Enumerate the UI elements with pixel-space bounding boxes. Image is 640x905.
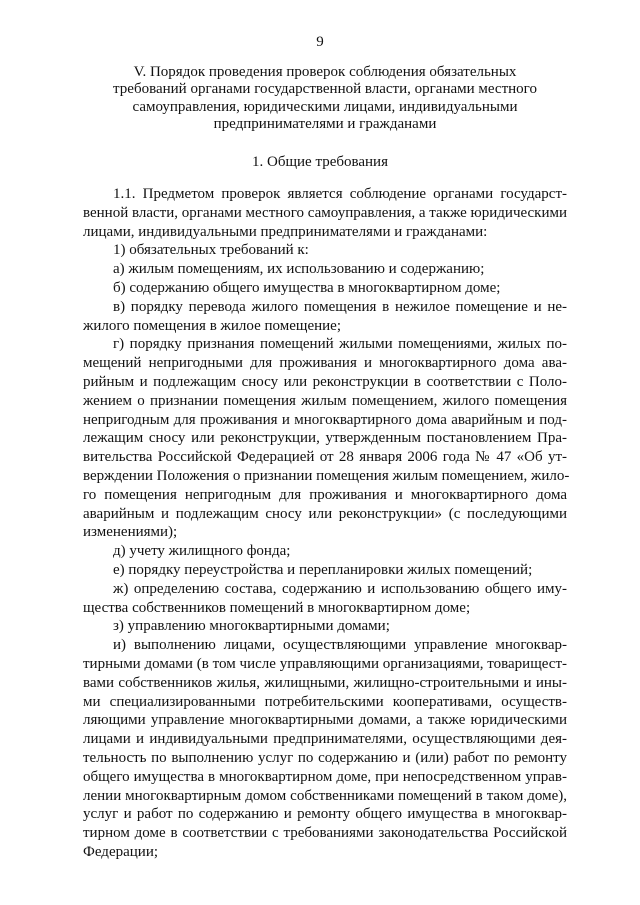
body-text [83, 185, 570, 862]
section-title-line: предпринимателями и гражданами [213, 116, 437, 133]
body-line: в) порядку перевода жилого помещения в нежилое помещение и не- [113, 298, 567, 315]
body-line: го помещения непригодным для проживания и многоквартирного дома [83, 486, 567, 503]
body-line: Федерации; [83, 843, 159, 860]
body-line: лении многоквартирным домом собственниками помещений в таком доме), [83, 787, 567, 804]
body-line: верждении Положения о признании помещения жилым помещением, жило- [83, 467, 570, 484]
page-number: 9 [316, 34, 324, 50]
body-line: тельность по выполнению услуг по содержанию и (или) работ по ремонту [83, 749, 567, 766]
body-line: лежащим сносу или реконструкции, утвержденным постановлением Пра- [83, 430, 567, 447]
section-title-line: требований органами государственной власти, органами местного [113, 81, 537, 98]
body-line: тирном доме в соответствии с требованиями законодательства Российской [83, 825, 567, 842]
body-line: рийным и подлежащим сносу или реконструкции в соответствии с Поло- [83, 373, 567, 390]
body-line: изменениями); [83, 524, 178, 541]
body-line: ж) определению состава, содержанию и использованию общего иму- [113, 580, 567, 597]
body-line: б) содержанию общего имущества в многоквартирном доме; [113, 279, 501, 296]
body-line: общего имущества в многоквартирном доме, при непосредственном управ- [83, 768, 567, 785]
body-line: з) управлению многоквартирными домами; [113, 618, 390, 635]
body-line: непригодным для проживания и многоквартирного дома аварийным и под- [83, 411, 567, 428]
body-line: вами собственников жилья, жилищными, жилищно-строительными и ины- [83, 674, 567, 691]
body-line: аварийным и подлежащим сносу или реконструкции» (с последующими [83, 505, 567, 522]
section-title [80, 64, 570, 134]
body-line: лицами, индивидуальными предпринимателями и гражданами: [83, 223, 488, 240]
body-line: лицами и индивидуальными предпринимателями, осуществляющими дея- [83, 731, 567, 748]
body-line: жением о признании помещения жилым помещением, жилого помещения [83, 392, 567, 409]
body-line: ляющими управление многоквартирными домами, а также юридическими [83, 712, 567, 729]
section-title-line: самоуправления, юридическими лицами, индивидуальными [132, 98, 518, 115]
body-line: д) учету жилищного фонда; [113, 543, 291, 560]
body-line: венной власти, органами местного самоуправления, а также юридическими [83, 204, 568, 221]
body-line: г) порядку признания помещений жилыми помещениями, жилых по- [113, 336, 567, 353]
body-line: вительства Российской Федерацией от 28 января 2006 года № 47 «Об ут- [83, 449, 567, 466]
body-line: жилого помещения в жилое помещение; [83, 317, 341, 334]
section-title-line: V. Порядок проведения проверок соблюдения обязательных [133, 64, 517, 80]
body-line: и) выполнению лицами, осуществляющими управление многоквар- [113, 637, 567, 654]
body-line: мещений непригодными для проживания и многоквартирного дома ава- [83, 355, 567, 372]
body-line: 1.1. Предметом проверок является соблюдение органами государст- [113, 186, 567, 202]
body-line: ми специализированными потребительскими кооперативами, осуществ- [83, 693, 567, 710]
body-line: щества собственников помещений в многоквартирном доме; [83, 599, 471, 616]
body-line: а) жилым помещениям, их использованию и содержанию; [113, 261, 485, 278]
body-line: услуг и работ по содержанию и ремонту общего имущества в многоквар- [83, 806, 567, 823]
body-line: е) порядку переустройства и перепланировки жилых помещений; [113, 561, 533, 578]
body-line: тирными домами (в том числе управляющими организациями, товарищест- [83, 655, 567, 672]
subsection-title: 1. Общие требования [252, 154, 388, 170]
body-line: 1) обязательных требований к: [113, 242, 309, 259]
